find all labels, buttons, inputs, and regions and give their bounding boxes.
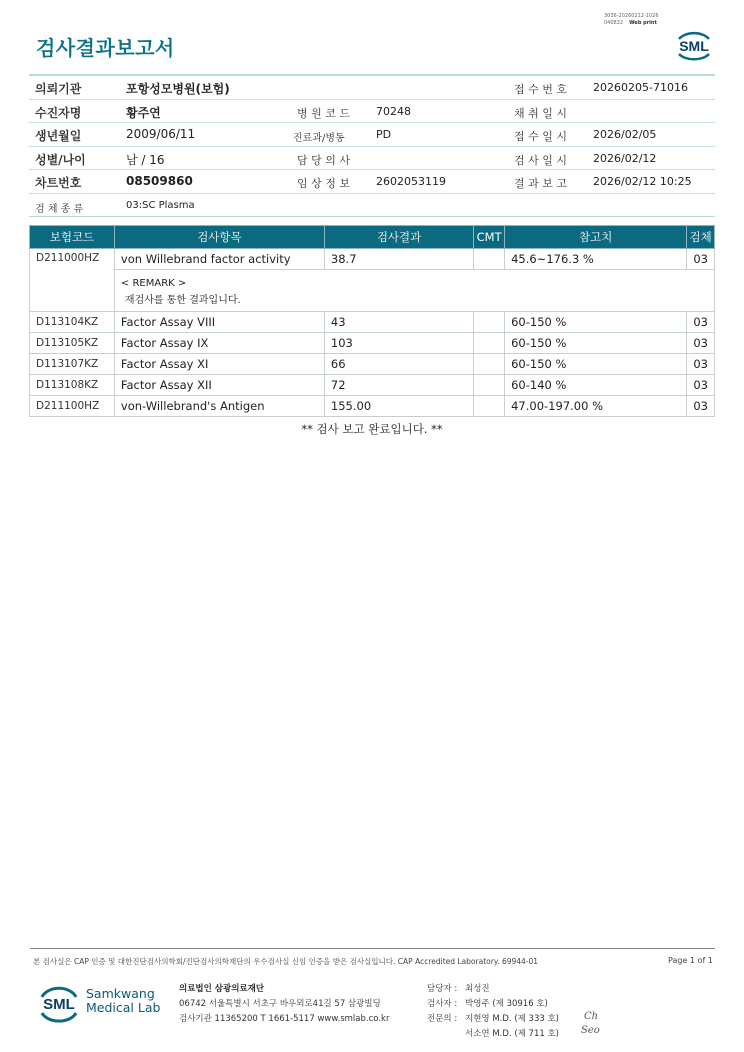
table-row bbox=[30, 375, 715, 396]
brand-name bbox=[86, 987, 160, 1015]
row-ref: 60-150 % bbox=[505, 312, 687, 333]
specimen-value: 03:SC Plasma bbox=[126, 199, 195, 211]
row-item: Factor Assay XI bbox=[114, 354, 324, 375]
row-specimen: 03 bbox=[687, 354, 715, 375]
row-item: Factor Assay VIII bbox=[114, 312, 324, 333]
table-row bbox=[30, 333, 715, 354]
row-result: 155.00 bbox=[324, 396, 473, 417]
table-row bbox=[30, 249, 715, 270]
signature-2: Seo bbox=[581, 1025, 600, 1036]
row-result: 66 bbox=[324, 354, 473, 375]
hospital-code-value: 70248 bbox=[376, 104, 411, 118]
row-cmt bbox=[474, 354, 505, 375]
row-result: 72 bbox=[324, 375, 473, 396]
table-row bbox=[30, 354, 715, 375]
staff3-label: 전문의 : bbox=[427, 1014, 458, 1024]
patient-info-table bbox=[29, 74, 715, 217]
print-id: 3036-20260212-1026 bbox=[604, 13, 659, 19]
collection-date-label: 채 취 일 시 bbox=[514, 106, 567, 120]
sml-footer-logo-icon bbox=[37, 980, 81, 1024]
sex-age-value: 남 / 16 bbox=[126, 152, 165, 167]
page-number: Page 1 of 1 bbox=[668, 956, 713, 965]
row-code: D113108KZ bbox=[30, 375, 115, 396]
row-cmt bbox=[474, 312, 505, 333]
row-cmt bbox=[474, 375, 505, 396]
staff2-label: 검사자 : bbox=[427, 999, 458, 1009]
org-name: 의료법인 삼광의료재단 bbox=[179, 984, 265, 994]
row-item: Factor Assay XII bbox=[114, 375, 324, 396]
receipt-date-label: 접 수 일 시 bbox=[514, 130, 567, 143]
row-specimen: 03 bbox=[687, 249, 715, 270]
remark-text: 재검사를 통한 결과입니다. bbox=[124, 294, 241, 306]
receipt-date-value: 2026/02/05 bbox=[593, 128, 657, 141]
dept-label: 진료과/병동 bbox=[293, 133, 345, 144]
org-address: 06742 서울특별시 서초구 바우뫼로41길 57 삼광빌딩 bbox=[179, 999, 381, 1009]
patient-label: 수진자명 bbox=[35, 105, 82, 120]
clinical-value: 2602053119 bbox=[376, 175, 446, 188]
header-item: 검사항목 bbox=[114, 226, 324, 249]
doctor-label: 담 당 의 사 bbox=[297, 153, 350, 167]
row-result: 103 bbox=[324, 333, 473, 354]
row-code: D211000HZ bbox=[30, 249, 115, 312]
dept-value: PD bbox=[376, 128, 392, 141]
svg-text:SML: SML bbox=[43, 996, 75, 1013]
header-specimen: 검체 bbox=[687, 226, 715, 249]
print-mode: Web print bbox=[629, 20, 657, 26]
row-specimen: 03 bbox=[687, 396, 715, 417]
brand-line2: Medical Lab bbox=[86, 1000, 161, 1015]
remark-title: < REMARK > bbox=[120, 277, 187, 289]
row-result: 38.7 bbox=[324, 249, 473, 270]
test-date-value: 2026/02/12 bbox=[593, 151, 657, 165]
requester-value: 포항성모병원(보험) bbox=[126, 82, 230, 96]
hospital-code-label: 병 원 코 드 bbox=[297, 106, 350, 120]
header-cmt: CMT bbox=[474, 226, 505, 249]
clinical-label: 임 상 정 보 bbox=[297, 177, 350, 190]
row-code: D113107KZ bbox=[30, 354, 115, 375]
staff1-label: 담당자 : bbox=[427, 984, 458, 994]
row-ref: 60-150 % bbox=[505, 354, 687, 375]
staff1-value: 최성진 bbox=[465, 984, 490, 994]
row-item: von-Willebrand's Antigen bbox=[114, 396, 324, 417]
report-value: 2026/02/12 10:25 bbox=[593, 175, 692, 188]
chart-label: 차트번호 bbox=[35, 176, 82, 190]
header-code: 보험코드 bbox=[30, 226, 115, 249]
report-complete-text: ** 검사 보고 완료입니다. ** bbox=[301, 422, 443, 436]
footer-divider bbox=[30, 948, 715, 949]
requester-label: 의뢰기관 bbox=[35, 82, 82, 96]
staff-info bbox=[427, 982, 559, 1042]
dob-value: 2009/06/11 bbox=[126, 127, 196, 141]
dob-label: 생년월일 bbox=[35, 129, 82, 143]
remark-cell bbox=[114, 270, 714, 312]
table-row bbox=[30, 312, 715, 333]
page-title: 검사결과보고서 bbox=[36, 36, 175, 60]
signature-1: Ch bbox=[584, 1011, 599, 1022]
svg-text:SML: SML bbox=[679, 38, 709, 54]
staff4-value: 서소연 M.D. (제 711 호) bbox=[465, 1029, 560, 1039]
row-ref: 60-140 % bbox=[505, 375, 687, 396]
sml-logo-icon bbox=[673, 26, 715, 62]
row-specimen: 03 bbox=[687, 333, 715, 354]
sex-age-label: 성별/나이 bbox=[35, 152, 86, 167]
results-table bbox=[29, 225, 715, 417]
remark-row bbox=[30, 270, 715, 312]
brand-line1: Samkwang bbox=[86, 986, 155, 1001]
header-ref: 참고치 bbox=[505, 226, 687, 249]
row-cmt bbox=[474, 249, 505, 270]
row-cmt bbox=[474, 333, 505, 354]
print-id2: 040822 bbox=[604, 20, 624, 26]
patient-value: 황주연 bbox=[126, 105, 161, 120]
org-contact: 검사기관 11365200 T 1661-5117 www.smlab.co.kr bbox=[179, 1014, 390, 1024]
table-header-row bbox=[30, 226, 715, 249]
row-result: 43 bbox=[324, 312, 473, 333]
row-ref: 60-150 % bbox=[505, 333, 687, 354]
row-ref: 47.00-197.00 % bbox=[505, 396, 687, 417]
receipt-no-value: 20260205-71016 bbox=[593, 81, 688, 94]
row-item: von Willebrand factor activity bbox=[114, 249, 324, 270]
row-ref: 45.6~176.3 % bbox=[505, 249, 687, 270]
row-item: Factor Assay IX bbox=[114, 333, 324, 354]
accreditation-note: 본 검사실은 CAP 인증 및 대한진단검사의학회/진단검사의학재단의 우수검사실 신임 인증을 받은 검사실입니다. CAP Accredited Laboratory. 69944-01 bbox=[33, 957, 539, 966]
staff2-value: 박영주 (제 30916 호) bbox=[465, 999, 548, 1009]
chart-value: 08509860 bbox=[126, 174, 193, 188]
row-specimen: 03 bbox=[687, 312, 715, 333]
row-cmt bbox=[474, 396, 505, 417]
header-result: 검사결과 bbox=[324, 226, 473, 249]
org-info bbox=[179, 982, 389, 1027]
receipt-no-label: 접 수 번 호 bbox=[514, 83, 567, 96]
print-meta bbox=[604, 13, 659, 27]
table-row bbox=[30, 396, 715, 417]
staff3-value: 지현영 M.D. (제 333 호) bbox=[465, 1014, 560, 1024]
row-code: D211100HZ bbox=[30, 396, 115, 417]
report-label: 결 과 보 고 bbox=[514, 177, 567, 190]
row-code: D113105KZ bbox=[30, 333, 115, 354]
row-specimen: 03 bbox=[687, 375, 715, 396]
test-date-label: 검 사 일 시 bbox=[514, 153, 567, 167]
specimen-label: 검 체 종 류 bbox=[35, 203, 84, 215]
row-code: D113104KZ bbox=[30, 312, 115, 333]
